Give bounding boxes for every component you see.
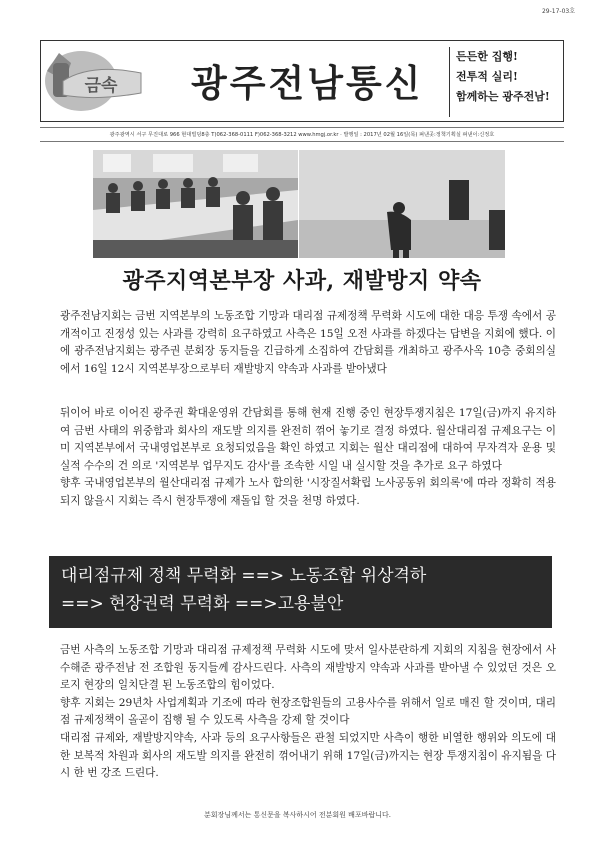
headline: 광주지역본부장 사과, 재발방지 약속 <box>122 268 482 294</box>
paragraph-1: 광주전남지회는 금번 지역본부의 노동조합 기망과 대리점 규제정책 무력화 시도에 대한 대응 투쟁 속에서 공개적이고 진정성 있는 사과를 강력히 요구하였고 사측은 15일 오전 사과를 하겠다는 답변을 지회에 했다. 이에 광주전남지회는 광주권 분회장 동지들을 긴급하게 소집하여 간담회를 개최하고 광주사옥 10층 중회의실에서 16일 12시 지역본부장으로부터 재발방지 약속과 사과를 받아냈다 <box>60 310 556 375</box>
slogan-box <box>449 47 566 117</box>
publication-info: 광주광역시 서구 무진대로 966 현대빌딩8층 T)062-368-0111 F)062-368-3212 www.hmgj.or.kr · 발행일 : 2017년 02월 16일(목) 펴낸곳:정책기획실 펴낸이:신정호 <box>40 127 564 142</box>
banner-line-1: 대리점규제 정책 무력화 ==> 노동조합 위상격하 <box>61 566 427 586</box>
paragraph-6: 대리점 규제와, 재발방지약속, 사과 등의 요구사항들은 관철 되었지만 사측이 행한 비열한 행위와 의도에 대한 보복적 차원과 회사의 재도발 의지를 완전히 꺾어내기 위해 17일(금)까지는 현장 투쟁지침이 유지됨을 다시 한 번 강조 드린다. <box>60 731 556 780</box>
slogan-line-2: 전투적 실리! <box>456 70 518 83</box>
union-fist-logo-icon <box>41 41 151 121</box>
footer-note: 분회장님께서는 통신문을 복사하시어 전분회원 배포바랍니다. <box>204 811 391 819</box>
slogan-banner <box>49 556 552 628</box>
meeting-photo <box>93 150 298 258</box>
apology-photo <box>299 150 505 258</box>
slogan-line-3: 함께하는 광주전남! <box>456 90 550 103</box>
paragraph-4: 금번 사측의 노동조합 기망과 대리점 규제정책 무력화 시도에 맞서 일사분란하게 지회의 지침을 현장에서 사수해준 광주전남 전 조합원 동지들께 감사드린다. 사측의 재발방지 약속과 사과를 받아낼 수 있었던 것은 오로지 현장의 일치단결 된 노동조합의 힘이었다. <box>60 644 556 692</box>
paragraph-5: 향후 지회는 29년차 사업계획과 기조에 따라 현장조합원들의 고용사수를 위해서 일로 매진 할 것이며, 대리점 규제정책이 올곧이 집행 될 수 있도록 사측을 강제 할 것이다 <box>60 696 556 727</box>
paragraph-group-2 <box>60 405 556 511</box>
issue-number: 29-17-03호 <box>541 8 575 15</box>
slogan-line-1: 든든한 집행! <box>456 50 518 63</box>
paragraph-group-3 <box>60 642 556 783</box>
newsletter-title: 광주전남통신 <box>191 61 424 105</box>
masthead <box>40 40 564 122</box>
banner-line-2: ==> 현장권력 무력화 ==>고용불안 <box>61 594 344 614</box>
logo-text: 금속 <box>84 76 118 96</box>
paragraph-2: 뒤이어 바로 이어진 광주권 확대운영위 간담회를 통해 현재 진행 중인 현장투쟁지침은 17일(금)까지 유지하여 금번 사태의 위중함과 회사의 재도발 의지를 완전히 꺾어 놓기로 결정 하였다. 월산대리점 규제요구는 이미 지역본부에서 국내영업본부로 요청되었음을 확인 하였고 지회는 월산 대리점에 대하여 무자격자 운용 및 실적 수수의 건 의로 '지역본부 업무지도 감사'를 조속한 시일 내 실시할 것을 추가로 요구 하였다 <box>60 407 556 472</box>
paragraph-3: 향후 국내영업본부의 월산대리점 규제가 노사 합의한 '시장질서확립 노사공동위 회의록'에 따라 정확히 적용되지 않을시 지회는 즉시 현장투쟁에 재돌입 할 것을 천명 하였다. <box>60 477 556 507</box>
